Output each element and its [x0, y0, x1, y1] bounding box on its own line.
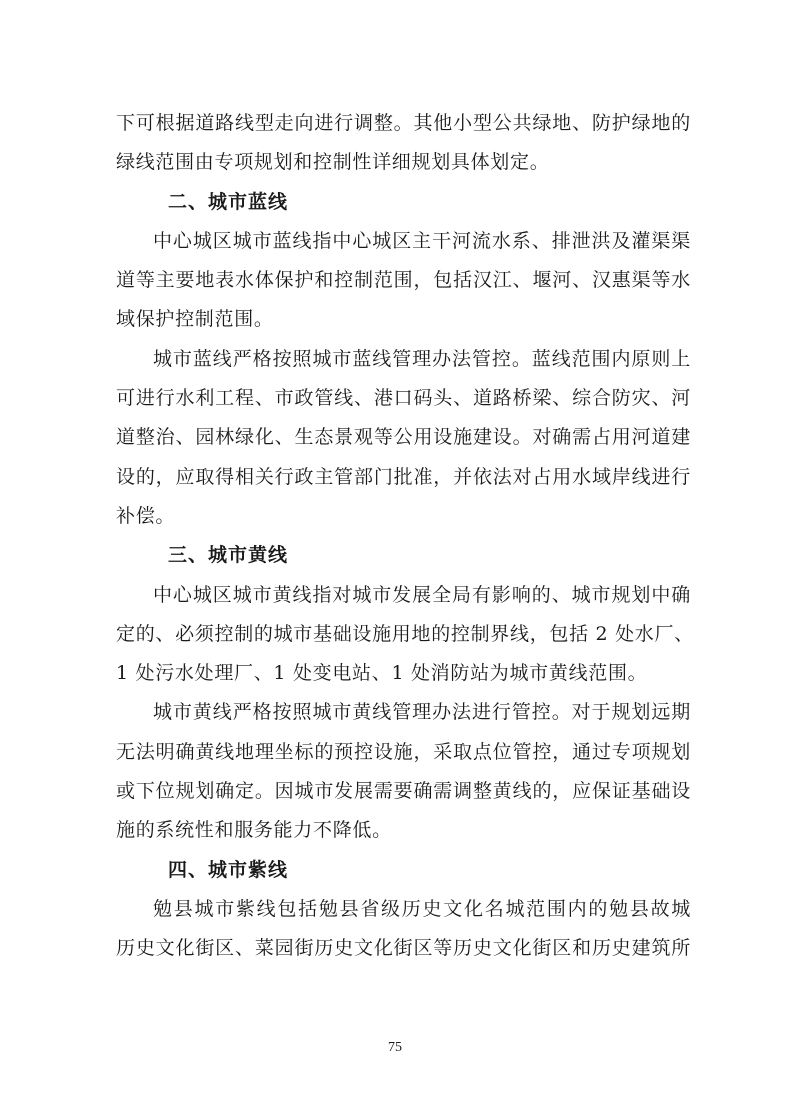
paragraph-line: 历史文化街区、菜园街历史文化街区等历史文化街区和历史建筑所	[116, 937, 691, 960]
section-heading-blue-line: 二、城市蓝线	[168, 190, 289, 213]
paragraph-line: 定的、必须控制的城市基础设施用地的控制界线，包括 2 处水厂、	[116, 622, 694, 645]
paragraph-line: 可进行水利工程、市政管线、港口码头、道路桥梁、综合防灾、河	[116, 387, 691, 410]
paragraph-line: 设的，应取得相关行政主管部门批准，并依法对占用水域岸线进行	[116, 465, 691, 488]
paragraph-line: 道整治、园林绿化、生态景观等公用设施建设。对确需占用河道建	[116, 426, 691, 449]
paragraph-line: 城市蓝线严格按照城市蓝线管理办法管控。蓝线范围内原则上	[153, 347, 691, 370]
section-heading-purple-line: 四、城市紫线	[168, 858, 289, 881]
paragraph-line: 1 处污水处理厂、1 处变电站、1 处消防站为城市黄线范围。	[116, 662, 648, 685]
paragraph-line: 补偿。	[116, 504, 176, 527]
paragraph-line: 中心城区城市蓝线指中心城区主干河流水系、排泄洪及灌渠渠	[153, 229, 691, 252]
section-heading-yellow-line: 三、城市黄线	[168, 544, 289, 567]
paragraph-line: 勉县城市紫线包括勉县省级历史文化名城范围内的勉县故城	[153, 897, 691, 920]
paragraph-line: 绿线范围由专项规划和控制性详细规划具体划定。	[116, 151, 550, 174]
page-number: 75	[388, 1040, 402, 1055]
paragraph-line: 中心城区城市黄线指对城市发展全局有影响的、城市规划中确	[153, 583, 691, 606]
paragraph-line: 城市黄线严格按照城市黄线管理办法进行管控。对于规划远期	[153, 701, 691, 724]
paragraph-line: 施的系统性和服务能力不降低。	[116, 819, 392, 842]
paragraph-line: 下可根据道路线型走向进行调整。其他小型公共绿地、防护绿地的	[116, 112, 691, 134]
paragraph-line: 域保护控制范围。	[116, 308, 274, 331]
paragraph-line: 或下位规划确定。因城市发展需要确需调整黄线的，应保证基础设	[116, 780, 691, 803]
paragraph-line: 无法明确黄线地理坐标的预控设施，采取点位管控，通过专项规划	[116, 740, 691, 763]
paragraph-line: 道等主要地表水体保护和控制范围，包括汉江、堰河、汉惠渠等水	[116, 269, 691, 292]
page-body	[116, 104, 694, 969]
